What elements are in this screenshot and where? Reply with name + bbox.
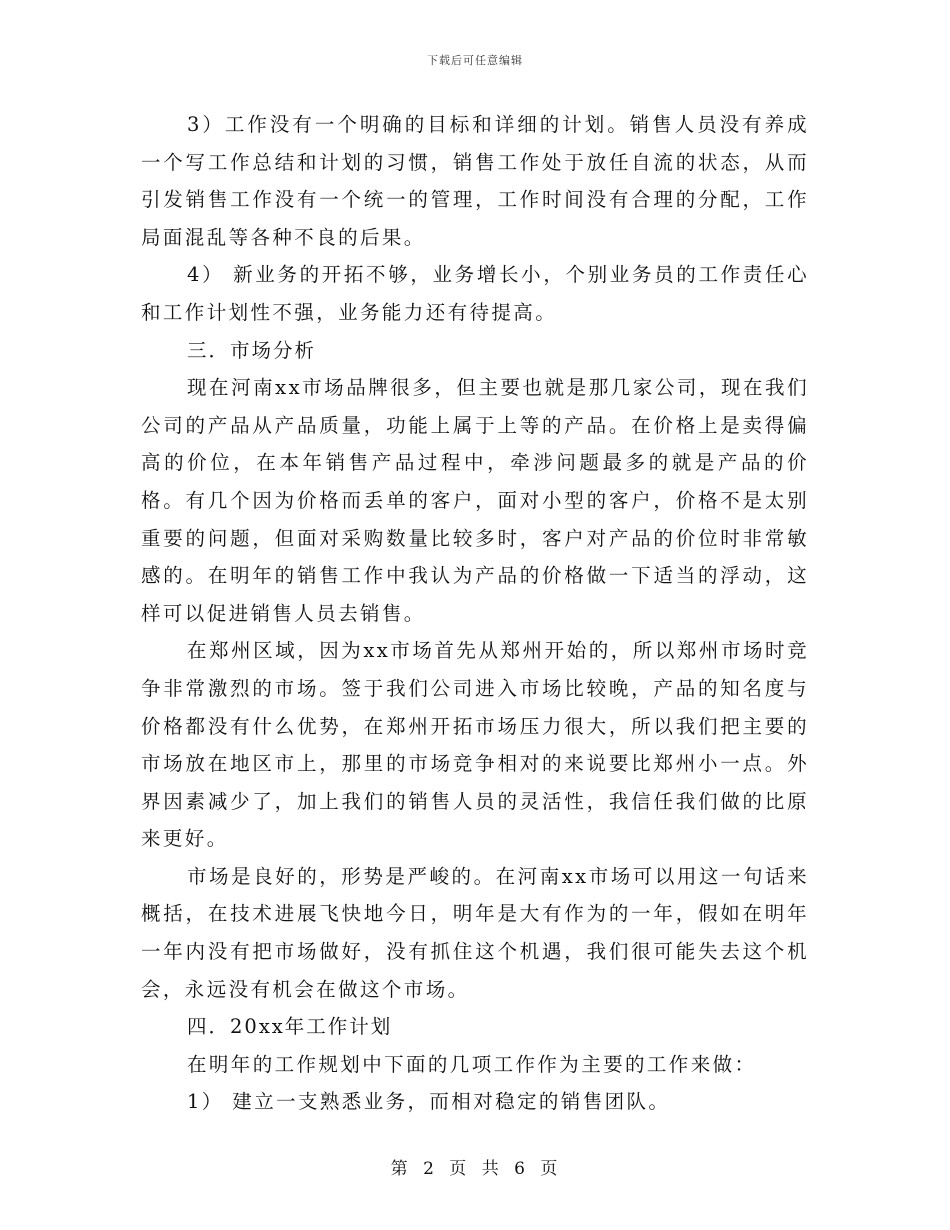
paragraph-market-brands: 现在河南xx市场品牌很多，但主要也就是那几家公司，现在我们公司的产品从产品质量，功能上属于上等的产品。在价格上是卖得偏高的价位，在本年销售产品过程中，牵涉问题最多的就是产品的价格。有几个因为价格而丢单的客户，面对小型的客户，价格不是太别重要的问题，但面对采购数量比较多时，客户对产品的价位时非常敏感的。在明年的销售工作中我认为产品的价格做一下适当的浮动，这样可以促进销售人员去销售。 [141,376,809,625]
paragraph-plan-intro: 在明年的工作规划中下面的几项工作作为主要的工作来做： [187,1052,757,1076]
paragraph-plan-item-1: 1） 建立一支熟悉业务，而相对稳定的销售团队。 [187,1090,671,1114]
document-body [141,106,809,1121]
section-heading-market-analysis: 三．市场分析 [187,338,317,362]
page-header: 下载后可任意编辑 [427,54,523,67]
paragraph-zhengzhou-region: 在郑州区域，因为xx市场首先从郑州开始的，所以郑州市场时竞争非常激烈的市场。签于我们公司进入市场比较晚，产品的知名度与价格都没有什么优势，在郑州开拓市场压力很大，所以我们把主要的市场放在地区市上，那里的市场竞争相对的来说要比郑州小一点。外界因素减少了，加上我们的销售人员的灵活性，我信任我们做的比原来更好。 [141,639,809,851]
paragraph-problem-3: 3）工作没有一个明确的目标和详细的计划。销售人员没有养成一个写工作总结和计划的习惯，销售工作处于放任自流的状态，从而引发销售工作没有一个统一的管理，工作时间没有合理的分配，工作局面混乱等各种不良的后果。 [141,113,809,249]
section-heading-work-plan: 四．20xx年工作计划 [187,1015,393,1039]
paragraph-problem-4: 4） 新业务的开拓不够，业务增长小，个别业务员的工作责任心和工作计划性不强，业务能力还有待提高。 [141,263,809,324]
paragraph-market-outlook: 市场是良好的，形势是严峻的。在河南xx市场可以用这一句话来概括，在技术进展飞快地今日，明年是大有作为的一年，假如在明年一年内没有把市场做好，没有抓住这个机遇，我们很可能失去这个机会，永远没有机会在做这个市场。 [141,864,809,1001]
page-footer: 第 2 页 共 6 页 [390,1159,560,1179]
